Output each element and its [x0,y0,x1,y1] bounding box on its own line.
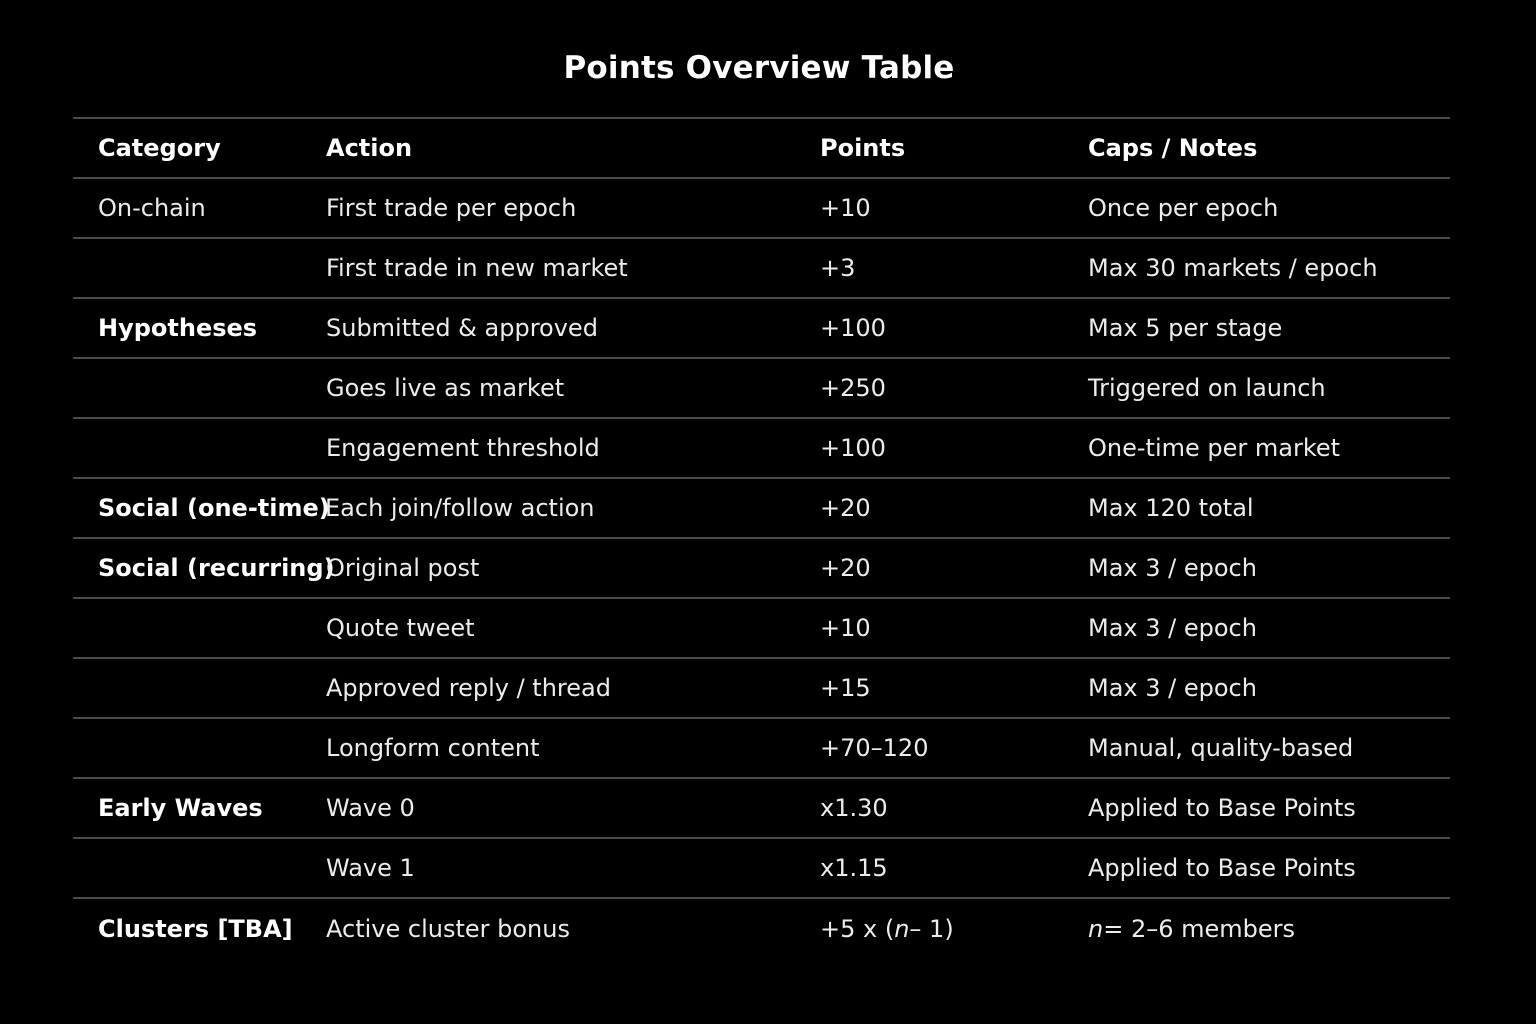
action-cell: Engagement threshold [326,434,600,462]
category-cell: Hypotheses [98,314,258,342]
table-row [73,719,1450,779]
action-cell: Active cluster bonus [326,915,570,943]
header-points: Points [820,134,906,162]
table-row [73,899,1450,959]
caps-cell: Max 30 markets / epoch [1088,254,1378,282]
action-cell: Quote tweet [326,614,475,642]
table-header-row [73,119,1450,179]
points-cell: +100 [820,314,886,342]
points-cell: +70–120 [820,734,929,762]
points-cell: +250 [820,374,886,402]
points-cell: +15 [820,674,871,702]
points-cell: x1.15 [820,854,888,882]
points-cell: +20 [820,494,871,522]
table-row [73,779,1450,839]
caps-cell [1088,899,1295,959]
action-cell: Wave 1 [326,854,415,882]
points-cell: +10 [820,194,871,222]
caps-cell: Max 5 per stage [1088,314,1283,342]
points-prefix: +5 x ( [820,915,895,943]
table-row [73,539,1450,599]
table-row [73,659,1450,719]
table-row [73,479,1450,539]
category-cell: Clusters [TBA] [98,915,293,943]
action-cell: First trade in new market [326,254,628,282]
action-cell: Goes live as market [326,374,565,402]
points-variable: n [894,915,910,943]
table-row [73,359,1450,419]
caps-cell: Max 3 / epoch [1088,614,1257,642]
points-cell: +100 [820,434,886,462]
page-title: Points Overview Table [563,50,955,86]
action-cell: Submitted & approved [326,314,598,342]
header-category: Category [98,134,221,162]
caps-cell: Max 3 / epoch [1088,554,1257,582]
points-cell: x1.30 [820,794,888,822]
caps-cell: Applied to Base Points [1088,854,1356,882]
table-row [73,419,1450,479]
header-action: Action [326,134,413,162]
category-cell: Social (recurring) [98,554,335,582]
table-row [73,299,1450,359]
action-cell: First trade per epoch [326,194,577,222]
caps-cell: Triggered on launch [1088,374,1326,402]
caps-cell: Once per epoch [1088,194,1279,222]
action-cell: Longform content [326,734,540,762]
action-cell: Approved reply / thread [326,674,611,702]
caps-cell: Manual, quality-based [1088,734,1354,762]
points-cell: +20 [820,554,871,582]
table-row [73,239,1450,299]
action-cell: Original post [326,554,480,582]
action-cell: Wave 0 [326,794,415,822]
caps-cell: Applied to Base Points [1088,794,1356,822]
points-cell [820,899,954,959]
caps-variable: n [1088,915,1104,943]
points-table [73,117,1450,959]
table-row [73,599,1450,659]
caps-cell: Max 120 total [1088,494,1254,522]
points-cell: +3 [820,254,856,282]
table-row [73,839,1450,899]
points-suffix: – 1) [909,915,954,943]
points-cell: +10 [820,614,871,642]
header-caps-notes: Caps / Notes [1088,134,1258,162]
table-row [73,179,1450,239]
caps-suffix: = 2–6 members [1103,915,1296,943]
category-cell: Early Waves [98,794,263,822]
action-cell: Each join/follow action [325,494,595,522]
caps-cell: Max 3 / epoch [1088,674,1257,702]
category-cell: On-chain [98,194,206,222]
category-cell: Social (one-time) [98,494,330,522]
caps-cell: One-time per market [1088,434,1341,462]
